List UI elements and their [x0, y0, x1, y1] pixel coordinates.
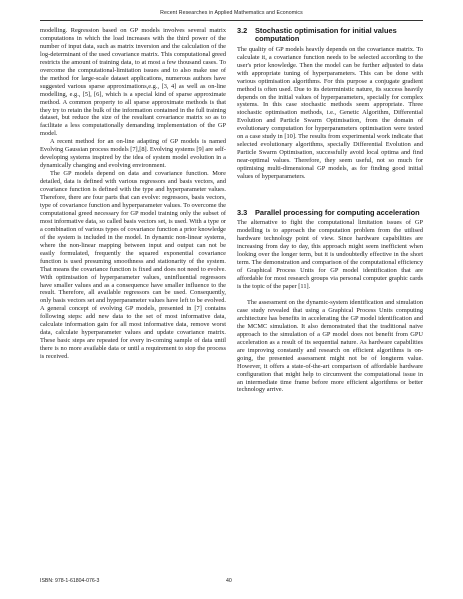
paragraph-continuation: modelling. Regression based on GP models involves several matrix computations in which the load increases with the third power of the number of input data, such as matrix inversion and the calculation of the log-determinant of the used covariance matrix. This computational greed restricts the amount of training data, to at most a few thousand cases. To overcome the computational-limitation issues and to also make use of the method for large-scale dataset applications, numerous authors have suggested various sparse approximations,e.g., [3, 4] as well as on-line modelling, e.g., [5], [6], which is a special kind of sparse approximate method. A common property to all sparse approximate methods is that they try to retain the bulk of the information contained in the full training dataset, but reduce the size of the resultant covariance matrix so as to facilitate a less computationally demanding implementation of the GP model. [40, 27, 226, 138]
footer-isbn: ISBN: 978-1-61804-076-3 [40, 578, 100, 584]
paragraph-assessment: The assessment on the dynamic-system identification and simulation case study revealed that using a Graphical Process Units computing architecture has benefits in accelerating the GP model identification and the MCMC simulation. It also demonstrated that the traditional naive approach to the simulation of a GP model does not benefit from GPU acceleration as a result of its sequential nature. As hardware capabilities are improving constantly and research on efficient algorithms is on-going, the presented assessment might not be of longterm value. However, it offers a state-of-the-art comparison of affordable hardware configuration that might help to circumvent the computational issue in an intermediate time frame before more efficient algorithms or better technology arrive. [237, 299, 423, 394]
section-title: Parallel processing for computing acceleration [255, 208, 420, 218]
page-number: 40 [226, 578, 232, 584]
section-heading-3-3 [237, 209, 423, 217]
section-number: 3.2 [237, 26, 248, 35]
running-header: Recent Researches in Applied Mathematics and Economics [160, 10, 303, 16]
paragraph-stochastic: The quality of GP models heavily depends on the covariance matrix. To calculate it, a covariance function needs to be selected according to the user's prior knowledge. Then the model can be further adjusted to data with appropriate tuning of hyperparameters. This can be done with various optimisation algorithms. For this purpose a conjugate gradient method is often used. Due to its deterministic nature, its success heavily depends on the initial values of hyperparameters, specially for complex systems. In this case stochastic methods seem appropriate. Three stochastic optimisation methods, i.e., Genetic Algorithm, Differential Evolution and Particle Swarm Optimisation, from the domain of evolutionary computation for hyperparameters optimisation were tested on a case study in [10]. The results from experimental work indicate that selected evolutionary algorithms, specially Differential Evolution and Particle Swarm Optimisation, successfully avoid local optima and find near-optimal values. Therefore, they seem useful, not so much for optimising multi-dimensional GP models, as for finding good initial values of hyperparameters. [237, 45, 423, 181]
paragraph-parallel: The alternative to fight the computational limitation issues of GP modelling is to approach the computation problem from the utilised hardware technology point of view. Since hardware capabilities are increasing from day to day, this approach might seem inefficient when looking over the longer term, but it is undoubtedly effective in the short term. The demonstration and comparison of the computational efficiency of Graphical Process Units for GP model identification that are affordable for most research groups via personal computer graphic cards is the topic of the paper [11]. [237, 219, 423, 291]
left-column [40, 27, 226, 361]
section-gap [237, 181, 423, 209]
section-title: Stochastic optimisation for initial values computation [255, 26, 397, 44]
header-rule [40, 20, 423, 21]
section-number: 3.3 [237, 208, 248, 218]
paragraph-gp-models-depend: The GP models depend on data and covariance function. More detailed, data is defined with various regressors and basis vectors, and covariance function is defined with the type and hyperparameter values. Therefore, there are four parts that can evolve: regressors, basis vectors, type of covariance function and hyperparameter values. To overcome the computational greed necessary for GP model training only the subset of most informative data, so called basis vectors set, is used. With a type or a combination of various types of covariance function a prior knowledge of the system is included in the model. In dynamic non-linear systems, where the non-linear mapping between input and output can not be easily formulated, frequently the squared exponential covariance function is used presuming smoothness and stationarity of the system. That means the covariance function is fixed and does not need to evolve. With optimisation of hyperparameter values, uninfluential regressors have smaller values and as a consequence have smaller influence to the result. Therefore, all available regressors can be used. Consequently, only basis vectors set and hyperparameter values have left to be evolved. A general concept of evolving GP models, presented in [7] contains following steps: add new data to the set of most informative data, calculate information gain for all most informative data, remove worst data, calculate hyperparameter values and update covariance matrix. These basic steps are repeated for every in-coming sample of data until there is no more available data or until a requirement to stop the process is received. [40, 170, 226, 361]
section-heading-3-2 [237, 27, 423, 44]
paragraph-evolving-gp: A recent method for an on-line adapting of GP models is named Evolving Gaussian process models [7],[8]. Evolving systems [9] are self-developing systems inspired by the idea of system model evolution in a dynamically changing and evolving environment. [40, 138, 226, 170]
right-column [237, 27, 423, 394]
